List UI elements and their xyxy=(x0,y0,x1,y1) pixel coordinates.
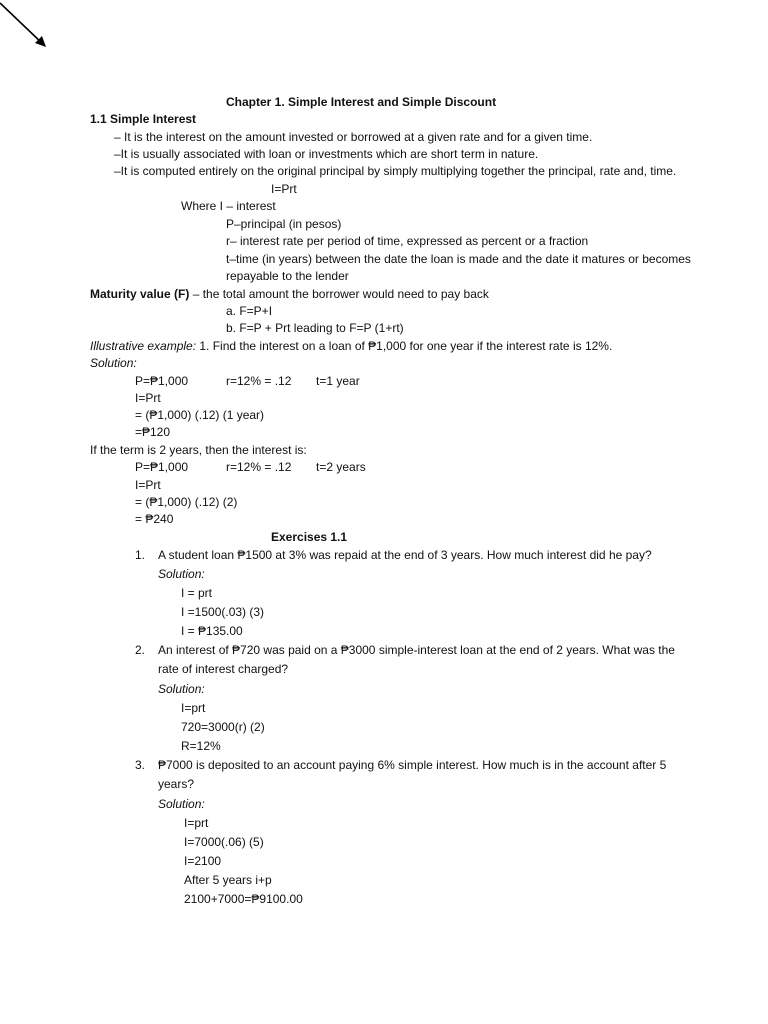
solution-step: = (₱1,000) (.12) (2) xyxy=(135,495,238,509)
where-line: Where I – interest xyxy=(181,199,276,213)
solution-step: I=prt xyxy=(181,701,206,715)
exercises-title: Exercises 1.1 xyxy=(271,530,348,544)
bullet-line: – It is the interest on the amount invested or borrowed at a given rate and for a given time. xyxy=(114,130,593,144)
solution-step: I =1500(.03) (3) xyxy=(181,605,265,619)
solution-step: I = prt xyxy=(181,586,213,600)
solution-step: I=Prt xyxy=(135,391,161,405)
solution-step: 2100+7000=₱9100.00 xyxy=(184,892,303,906)
example-text: 1. Find the interest on a loan of ₱1,000 for one year if the interest rate is 12%. xyxy=(196,339,613,353)
exercise-question: years? xyxy=(158,777,195,791)
maturity-formula-a: a. F=P+I xyxy=(226,304,273,318)
bullet-line: –It is usually associated with loan or investments which are short term in nature. xyxy=(114,147,539,161)
maturity-line xyxy=(90,286,489,302)
definition-line: r– interest rate per period of time, expressed as percent or a fraction xyxy=(226,234,589,248)
maturity-text: – the total amount the borrower would need to pay back xyxy=(189,287,489,301)
section-heading: 1.1 Simple Interest xyxy=(90,112,197,126)
exercise-question: An interest of ₱720 was paid on a ₱3000 simple-interest loan at the end of 2 years. What was the xyxy=(158,643,675,657)
given-principal: P=₱1,000 xyxy=(135,460,189,474)
solution-label: Solution: xyxy=(158,797,205,811)
solution-label: Solution: xyxy=(90,356,137,370)
maturity-label: Maturity value (F) xyxy=(90,287,190,301)
exercise-question: ₱7000 is deposited to an account paying 6% simple interest. How much is in the account after 5 xyxy=(158,758,667,772)
given-time: t=2 years xyxy=(316,460,366,474)
given-rate: r=12% = .12 xyxy=(226,460,292,474)
exercise-number: 3. xyxy=(135,758,146,772)
definition-line: P–principal (in pesos) xyxy=(226,217,342,231)
solution-step: =₱120 xyxy=(135,425,171,439)
solution-step: R=12% xyxy=(181,739,221,753)
example-label: Illustrative example: xyxy=(90,339,197,353)
solution-label: Solution: xyxy=(158,682,205,696)
solution-step: I=2100 xyxy=(184,854,222,868)
exercise-number: 2. xyxy=(135,643,146,657)
solution-step: I = ₱135.00 xyxy=(181,624,243,638)
given-rate: r=12% = .12 xyxy=(226,374,292,388)
page-title: Chapter 1. Simple Interest and Simple Discount xyxy=(226,95,497,109)
definition-line: repayable to the lender xyxy=(226,269,349,283)
solution-step: 720=3000(r) (2) xyxy=(181,720,265,734)
example-line xyxy=(90,338,612,354)
solution-step: = (₱1,000) (.12) (1 year) xyxy=(135,408,265,422)
definition-line: t–time (in years) between the date the loan is made and the date it matures or becomes xyxy=(226,252,691,266)
given-time: t=1 year xyxy=(316,374,360,388)
solution-step: = ₱240 xyxy=(135,512,174,526)
bullet-line: –It is computed entirely on the original principal by simply multiplying together the principal, rate and, time. xyxy=(114,164,677,178)
solution-step: After 5 years i+p xyxy=(184,873,272,887)
solution-step: I=7000(.06) (5) xyxy=(184,835,264,849)
example-followup: If the term is 2 years, then the interest is: xyxy=(90,443,307,457)
solution-step: I=prt xyxy=(184,816,209,830)
maturity-formula-b: b. F=P + Prt leading to F=P (1+rt) xyxy=(226,321,404,335)
exercise-question: rate of interest charged? xyxy=(158,662,289,676)
solution-step: I=Prt xyxy=(135,478,161,492)
exercise-number: 1. xyxy=(135,548,146,562)
given-principal: P=₱1,000 xyxy=(135,374,189,388)
solution-label: Solution: xyxy=(158,567,205,581)
formula: I=Prt xyxy=(271,182,297,196)
arrow-icon xyxy=(0,0,60,60)
exercise-question: A student loan ₱1500 at 3% was repaid at the end of 3 years. How much interest did he pay? xyxy=(158,548,652,562)
